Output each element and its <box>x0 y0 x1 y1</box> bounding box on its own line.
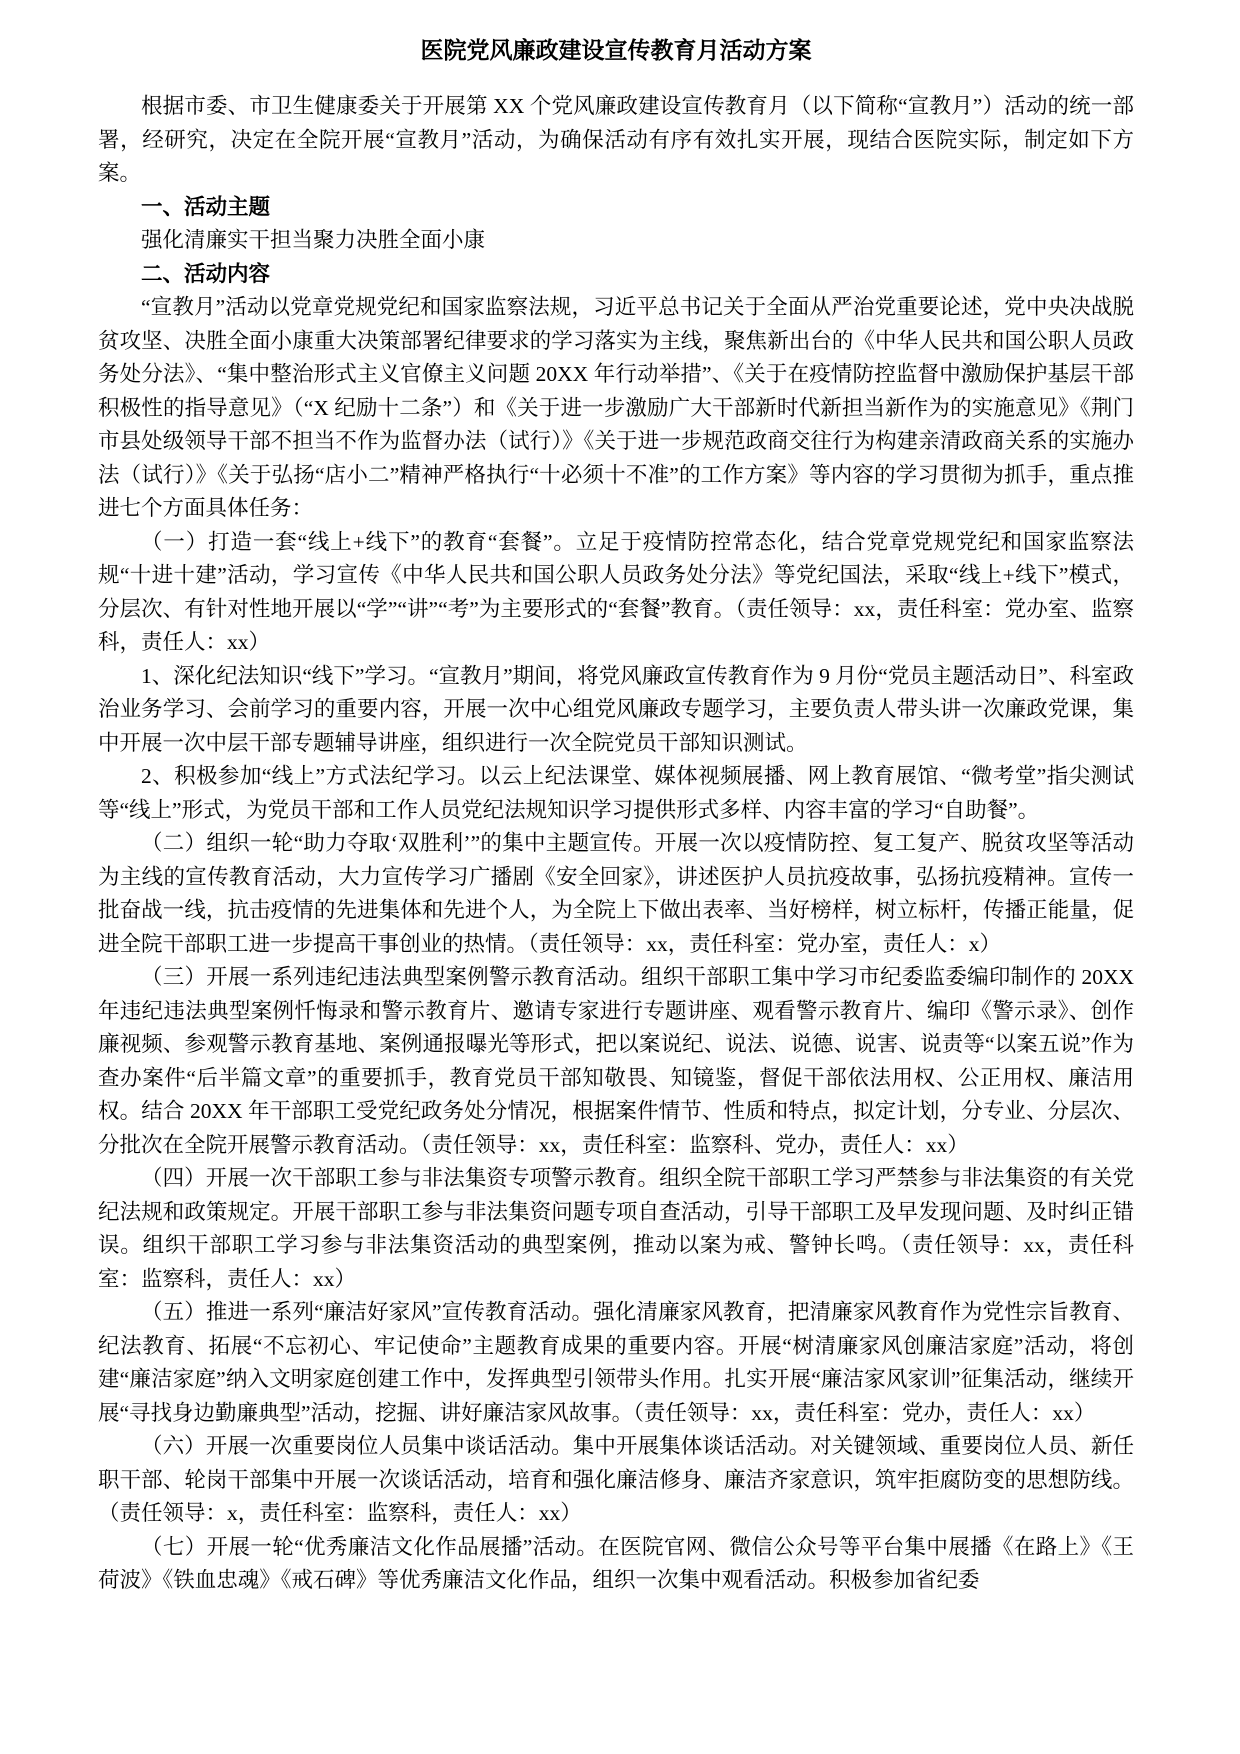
section-heading-theme: 一、活动主题 <box>141 194 271 219</box>
paragraph-task-6: （六）开展一次重要岗位人员集中谈话活动。集中开展集体谈话活动。对关键领域、重要岗位人员、新任职干部、轮岗干部集中开展一次谈话活动，培育和强化廉洁修身、廉洁齐家意识，筑牢拒腐防变的思想防线。（责任领导：x，责任科室：监察科，责任人：xx） <box>98 1434 1134 1525</box>
paragraph-task-1: （一）打造一套“线上+线下”的教育“套餐”。立足于疫情防控常态化，结合党章党规党纪和国家监察法规“十进十建”活动，学习宣传《中华人民共和国公职人员政务处分法》等党纪国法，采取“线上+线下”模式，分层次、有针对性地开展以“学”“讲”“考”为主要形式的“套餐”教育。（责任领导：xx，责任科室：党办室、监察科，责任人：xx） <box>98 529 1134 654</box>
paragraph-task-5: （五）推进一系列“廉洁好家风”宣传教育活动。强化清廉家风教育，把清廉家风教育作为党性宗旨教育、纪法教育、拓展“不忘初心、牢记使命”主题教育成果的重要内容。开展“树清廉家风创廉洁家庭”活动，将创建“廉洁家庭”纳入文明家庭创建工作中，发挥典型引领带头作用。扎实开展“廉洁家风家训”征集活动，继续开展“寻找身边勤廉典型”活动，挖掘、讲好廉洁家风故事。（责任领导：xx，责任科室：党办，责任人：xx） <box>98 1300 1134 1425</box>
paragraph-task-3: （三）开展一系列违纪违法典型案例警示教育活动。组织干部职工集中学习市纪委监委编印制作的 20XX 年违纪违法典型案例忏悔录和警示教育片、邀请专家进行专题讲座、观看警示教育片、编印《警示录》、创作廉视频、参观警示教育基地、案例通报曝光等形式，把以案说纪、说法、说德、说害、说责等“以案五说”作为查办案件“后半篇文章”的重要抓手，教育党员干部知敬畏、知镜鉴，督促干部依法用权、公正用权、廉洁用权。结合 20XX 年干部职工受党纪政务处分情况，根据案件情节、性质和特点，拟定计划，分专业、分层次、分批次在全院开展警示教育活动。（责任领导：xx，责任科室：监察科、党办，责任人：xx） <box>98 965 1134 1157</box>
paragraph-task-4: （四）开展一次干部职工参与非法集资专项警示教育。组织全院干部职工学习严禁参与非法集资的有关党纪法规和政策规定。开展干部职工参与非法集资问题专项自查活动，引导干部职工及早发现问题、及时纠正错误。组织干部职工学习参与非法集资活动的典型案例，推动以案为戒、警钟长鸣。（责任领导：xx，责任科室：监察科，责任人：xx） <box>98 1166 1134 1291</box>
document-title: 医院党风廉政建设宣传教育月活动方案 <box>420 38 812 63</box>
paragraph-overview: “宣教月”活动以党章党规党纪和国家监察法规，习近平总书记关于全面从严治党重要论述，党中央决战脱贫攻坚、决胜全面小康重大决策部署纪律要求的学习落实为主线，聚焦新出台的《中华人民共和国公职人员政务处分法》、“集中整治形式主义官僚主义问题 20XX 年行动举措”、《关于在疫情防控监督中激励保护基层干部积极性的指导意见》（“X 纪励十二条”）和《关于进一步激励广大干部新时代新担当新作为的实施意见》《荆门市县处级领导干部不担当不作为监督办法（试行）》《关于进一步规范政商交往行为构建亲清政商关系的实施办法（试行）》《关于弘扬“店小二”精神严格执行“十必须十不准”的工作方案》等内容的学习贯彻为抓手，重点推进七个方面具体任务： <box>98 295 1134 520</box>
section-heading-content: 二、活动内容 <box>141 261 271 286</box>
paragraph-task-1-sub-1: 1、深化纪法知识“线下”学习。“宣教月”期间，将党风廉政宣传教育作为 9 月份“党员主题活动日”、科室政治业务学习、会前学习的重要内容，开展一次中心组党风廉政专题学习，主要负责人带头讲一次廉政党课，集中开展一次中层干部专题辅导讲座，组织进行一次全院党员干部知识测试。 <box>98 663 1134 755</box>
paragraph-task-2: （二）组织一轮“助力夺取‘双胜利’”的集中主题宣传。开展一次以疫情防控、复工复产、脱贫攻坚等活动为主线的宣传教育活动，大力宣传学习广播剧《安全回家》，讲述医护人员抗疫故事，弘扬抗疫精神。宣传一批奋战一线，抗击疫情的先进集体和先进个人，为全院上下做出表率、当好榜样，树立标杆，传播正能量，促进全院干部职工进一步提高干事创业的热情。（责任领导：xx，责任科室：党办室，责任人：x） <box>98 831 1134 956</box>
paragraph-theme: 强化清廉实干担当聚力决胜全面小康 <box>141 228 486 252</box>
paragraph-intro: 根据市委、市卫生健康委关于开展第 XX 个党风廉政建设宣传教育月（以下简称“宣教月”）活动的统一部署，经研究，决定在全院开展“宣教月”活动，为确保活动有序有效扎实开展，现结合医院实际，制定如下方案。 <box>98 94 1134 185</box>
paragraph-task-7: （七）开展一轮“优秀廉洁文化作品展播”活动。在医院官网、微信公众号等平台集中展播《在路上》《王荷波》《铁血忠魂》《戒石碑》等优秀廉洁文化作品，组织一次集中观看活动。积极参加省纪委 <box>98 1534 1134 1592</box>
paragraph-task-1-sub-2: 2、积极参加“线上”方式法纪学习。以云上纪法课堂、媒体视频展播、网上教育展馆、“微考堂”指尖测试等“线上”形式，为党员干部和工作人员党纪法规知识学习提供形式多样、内容丰富的学习“自助餐”。 <box>98 764 1134 822</box>
